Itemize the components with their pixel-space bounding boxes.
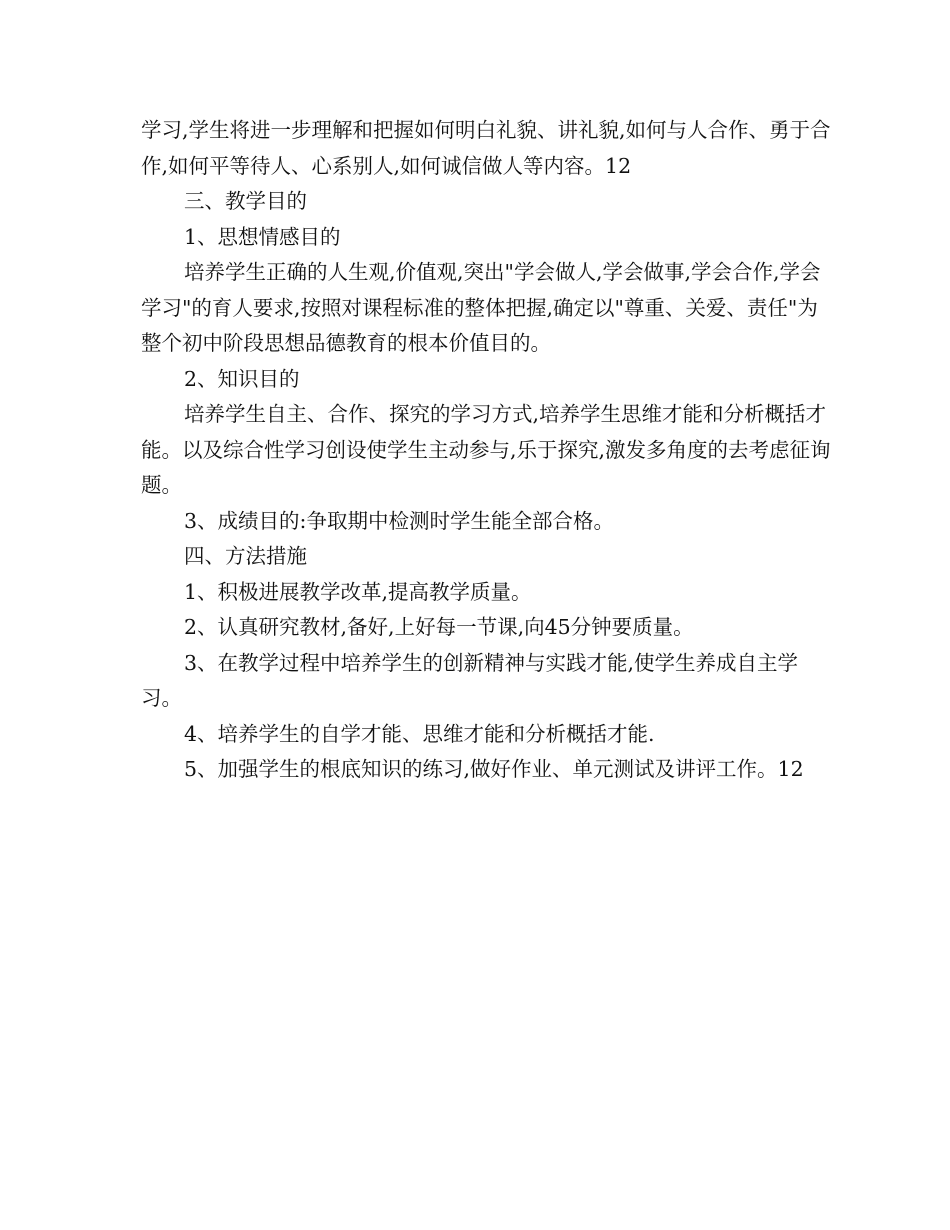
subheading-emotional-goals: 1、思想情感目的 <box>184 224 341 249</box>
section-heading-methods: 四、方法措施 <box>184 544 307 568</box>
paragraph-intro-continued: 学习,学生将进一步理解和把握如何明白礼貌、讲礼貌,如何与人合作、勇于合作,如何平等待人、心系别人,如何诚信做人等内容。12 <box>141 118 831 178</box>
subheading-knowledge-goals: 2、知识目的 <box>184 366 300 391</box>
list-item-method-3: 3、在教学过程中培养学生的创新精神与实践才能,使学生养成自主学习。 <box>141 650 799 710</box>
paragraph-knowledge-goals: 培养学生自主、合作、探究的学习方式,培养学生思维才能和分析概括才能。以及综合性学习创设使学生主动参与,乐于探究,激发多角度的去考虑征询题。 <box>141 402 831 497</box>
paragraph-score-goals: 3、成绩目的:争取期中检测时学生能全部合格。 <box>184 508 614 533</box>
paragraph-emotional-goals: 培养学生正确的人生观,价值观,突出"学会做人,学会做事,学会合作,学会学习"的育人要求,按照对课程标准的整体把握,确定以"尊重、关爱、责任"为整个初中阶段思想品德教育的根本价值目的。 <box>141 260 821 355</box>
section-heading-teaching-goals: 三、教学目的 <box>184 189 307 213</box>
document-body <box>141 113 831 788</box>
list-item-method-4: 4、培养学生的自学才能、思维才能和分析概括才能. <box>184 721 655 746</box>
list-item-method-2: 2、认真研究教材,备好,上好每一节课,向45分钟要质量。 <box>184 615 694 639</box>
list-item-method-1: 1、积极进展教学改革,提高教学质量。 <box>184 579 532 604</box>
list-item-method-5: 5、加强学生的根底知识的练习,做好作业、单元测试及讲评工作。12 <box>184 757 804 781</box>
